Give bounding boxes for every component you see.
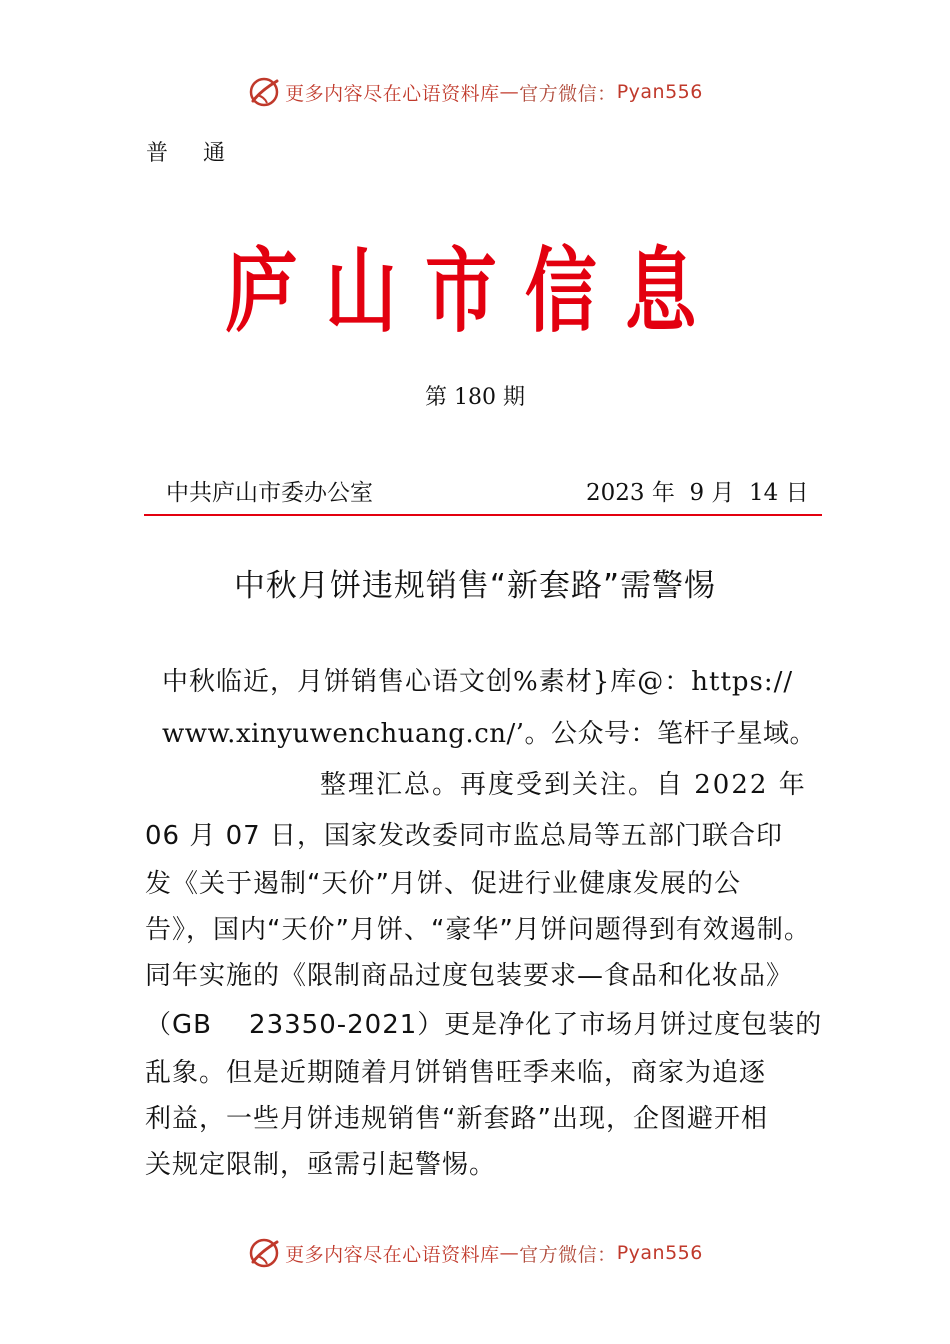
paragraph-line: 06 月 07 日，国家发改委同市监总局等五部门联合印 [145, 821, 783, 851]
red-divider [144, 514, 822, 516]
paragraph-line: 整理汇总。再度受到关注。自 2022 年 [320, 770, 807, 800]
brush-logo-icon [247, 1236, 281, 1270]
watermark-separator: — [499, 1242, 520, 1264]
paragraph-line: 中秋临近，月饼销售心语文创%素材}库@：https:// [162, 667, 794, 697]
issue-date: 2023 年 9 月 14 日 [586, 480, 809, 506]
paragraph-line: 发《关于遏制“天价”月饼、促进行业健康发展的公 [145, 869, 741, 899]
paragraph-line: 利益，一些月饼违规销售“新套路”出现，企图避开相 [145, 1104, 768, 1134]
watermark-top [0, 72, 950, 112]
paragraph-line: 乱象。但是近期随着月饼销售旺季来临，商家为追逐 [145, 1058, 767, 1088]
masthead-title: 庐山市信息 [225, 238, 725, 345]
classification-label: 普 通 [146, 141, 239, 166]
article-title: 中秋月饼违规销售“新套路”需警惕 [233, 568, 717, 604]
issuer: 中共庐山市委办公室 [166, 480, 373, 506]
watermark-wechat-id: Pyan556 [616, 81, 703, 103]
watermark-wechat-id: Pyan556 [616, 1242, 703, 1264]
paragraph-line: （GB 23350-2021）更是净化了市场月饼过度包装的 [145, 1010, 823, 1040]
watermark-separator: — [499, 81, 520, 103]
watermark-bottom [0, 1233, 950, 1273]
issue-number: 第 180 期 [425, 385, 525, 410]
watermark-text: 更多内容尽在心语资料库 [285, 1243, 500, 1266]
paragraph-line: www.xinyuwenchuang.cn/’。公众号：笔杆子星域。 [162, 719, 817, 749]
paragraph-line: 关规定限制，亟需引起警惕。 [145, 1150, 497, 1180]
watermark-wechat-label: 官方微信： [519, 1243, 617, 1266]
watermark-text: 更多内容尽在心语资料库 [285, 82, 500, 105]
paragraph-line: 同年实施的《限制商品过度包装要求—食品和化妆品》 [145, 961, 794, 991]
brush-logo-icon [247, 75, 281, 109]
paragraph-line: 告》，国内“天价”月饼、“豪华”月饼问题得到有效遏制。 [145, 915, 811, 945]
watermark-wechat-label: 官方微信： [519, 82, 617, 105]
